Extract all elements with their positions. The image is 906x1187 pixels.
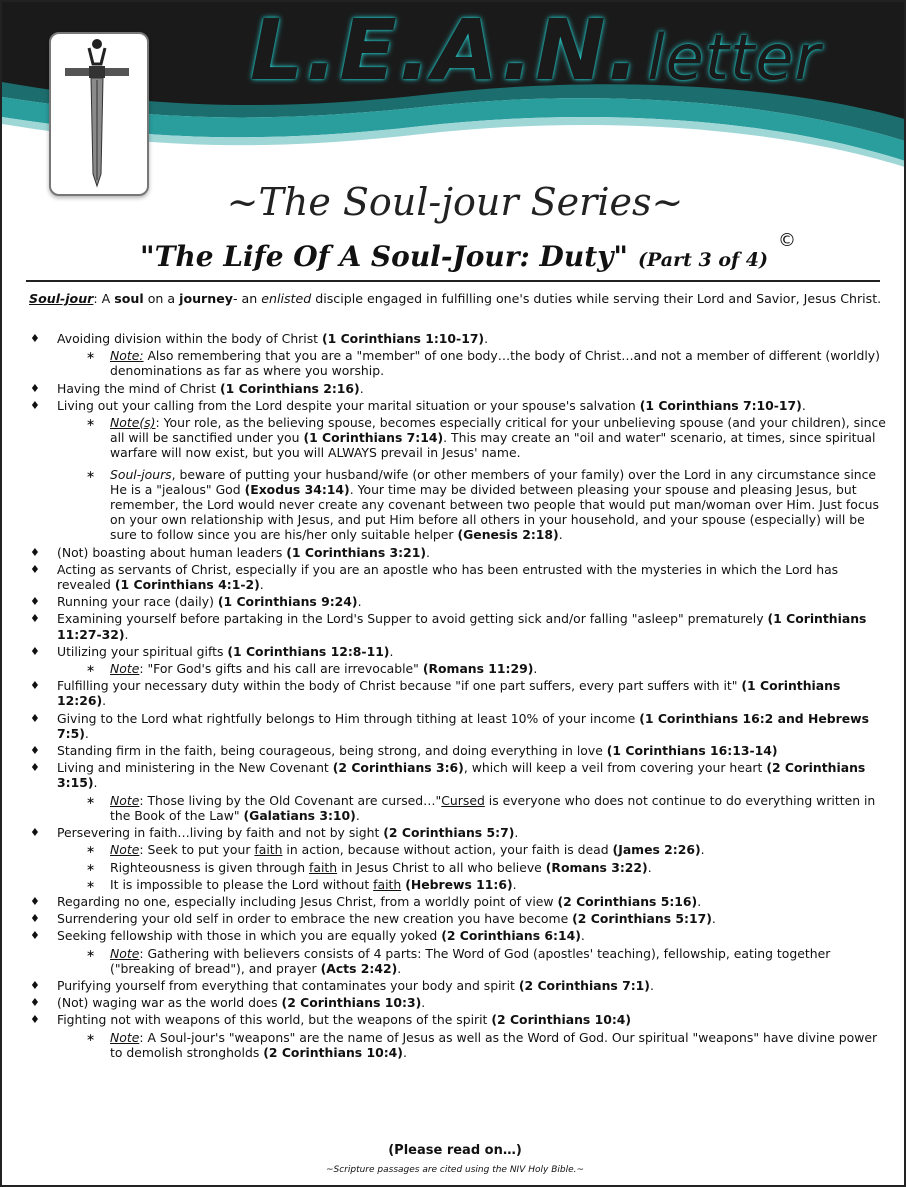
sword-logo [49,32,149,196]
note-item: ∗ Note: "For God's gifts and his call are irrevocable" (Romans 11:29). [86,661,538,677]
definition: Soul-jour: A soul on a journey- an enlisted disciple engaged in fulfilling one's duties while serving their Lord and Savior, Jesus Christ. [29,291,882,306]
note-item: ∗ Soul-jours, beware of putting your husband/wife (or other members of your family) over the Lord in any circumstance since He is a "jealous" God (Exodus 34:14). Your time may be divided between pleasing your spouse and pleasing Jesus, but remember, the Lord would never create any covenant between two people that would put man/woman over Him. Just focus on your own relationship with Jesus, and put Him before all others in your household, and your spouse (especially) will be sure to follow since you are his/her only suitable helper (Genesis 2:18). [86,466,879,543]
list-item: ♦ Giving to the Lord what rightfully belongs to Him through tithing at least 10% of your income (1 Corinthians 16:2 and Hebrews 7:5). [30,710,869,741]
copyright-mark: © [778,230,796,251]
header-banner [2,2,906,182]
read-on-note: (Please read on…) [388,1143,522,1158]
sword-icon [51,34,143,190]
list-item: ♦ Examining yourself before partaking in the Lord's Supper to avoid getting sick and/or falling "asleep" prematurely (1 Corinthians 11:27-32). [30,611,867,642]
series-title: ~The Soul-jour Series~ [226,180,684,224]
list-item: ♦ Standing firm in the faith, being courageous, being strong, and doing everything in love (1 Corinthians 16:13-14) [30,743,778,759]
list-item: ♦ Persevering in faith…living by faith and not by sight (2 Corinthians 5:7). [30,825,519,841]
list-item: ♦ Fighting not with weapons of this world, but the weapons of the spirit (2 Corinthians 10:4) [30,1012,632,1028]
letter-title: L.E.A.N.letter [250,1,822,99]
note-item: ∗ Note: Those living by the Old Covenant are cursed…"Cursed is everyone who does not continue to do everything written in the Book of the Law" (Galatians 3:10). [86,792,876,823]
list-item: ♦ Purifying yourself from everything that contaminates your body and spirit (2 Corinthians 7:1). [30,977,654,993]
list-item: ♦ Avoiding division within the body of Christ (1 Corinthians 1:10-17). [30,331,489,346]
list-item: ♦ (Not) waging war as the world does (2 Corinthians 10:3). [30,995,426,1011]
note-item: ∗ Note: Gathering with believers consists of 4 parts: The Word of God (apostles' teaching), fellowship, eating together ("breaking of bread"), and prayer (Acts 2:42). [86,945,831,976]
duty-list [30,331,890,1062]
page-subtitle: "The Life Of A Soul-Jour: Duty" (Part 3 of 4) [140,240,768,273]
list-item: ♦ Regarding no one, especially including Jesus Christ, from a worldly point of view (2 Corinthians 5:16). [30,893,702,909]
note-item: ∗ Note: Seek to put your faith in action, because without action, your faith is dead (James 2:26). [86,842,705,858]
note-item: ∗ Note: A Soul-jour's "weapons" are the name of Jesus as well as the Word of God. Our spiritual "weapons" have divine power to demolish strongholds (2 Corinthians 10:4). [86,1029,878,1060]
note-item: ∗ It is impossible to please the Lord without faith (Hebrews 11:6). [86,876,517,892]
list-item: ♦ Surrendering your old self in order to embrace the new creation you have become (2 Corinthians 5:17). [30,911,716,927]
list-item: ♦ Having the mind of Christ (1 Corinthians 2:16). [30,380,364,396]
list-item: ♦ Utilizing your spiritual gifts (1 Corinthians 12:8-11). [30,643,394,659]
list-item: ♦ Living out your calling from the Lord despite your marital situation or your spouse's salvation (1 Corinthians 7:10-17). [30,397,806,413]
list-item: ♦ Seeking fellowship with those in which you are equally yoked (2 Corinthians 6:14). [30,928,585,944]
note-item: ∗ Righteousness is given through faith in Jesus Christ to all who believe (Romans 3:22). [86,859,652,875]
divider [26,280,880,282]
list-item: ♦ Acting as servants of Christ, especially if you are an apostle who has been entrusted with the mysteries in which the Lord has revealed (1 Corinthians 4:1-2). [30,561,839,593]
list-item: ♦ Fulfilling your necessary duty within the body of Christ because "if one part suffers, every part suffers with it" (1 Corinthians 12:26). [30,678,841,709]
note-item: ∗ Note: Also remembering that you are a "member" of one body…the body of Christ…and not a member of different (worldly) denominations as far as where you worship. [86,348,880,379]
list-item: ♦ (Not) boasting about human leaders (1 Corinthians 3:21). [30,544,430,560]
list-item: ♦ Running your race (daily) (1 Corinthians 9:24). [30,594,362,610]
list-item: ♦ Living and ministering in the New Covenant (2 Corinthians 3:6), which will keep a veil from covering your heart (2 Corinthians 3:15). [30,760,866,791]
note-item: ∗ Note(s): Your role, as the believing spouse, becomes especially critical for your unbelieving spouse (and your children), since all will be sanctified under you (1 Corinthians 7:14). This may create an "oil and water" scenario, at times, since spiritual warfare will now exist, but you will ALWAYS prevail in Jesus' name. [86,415,886,461]
citation-note: ~Scripture passages are cited using the NIV Holy Bible.~ [325,1165,585,1175]
